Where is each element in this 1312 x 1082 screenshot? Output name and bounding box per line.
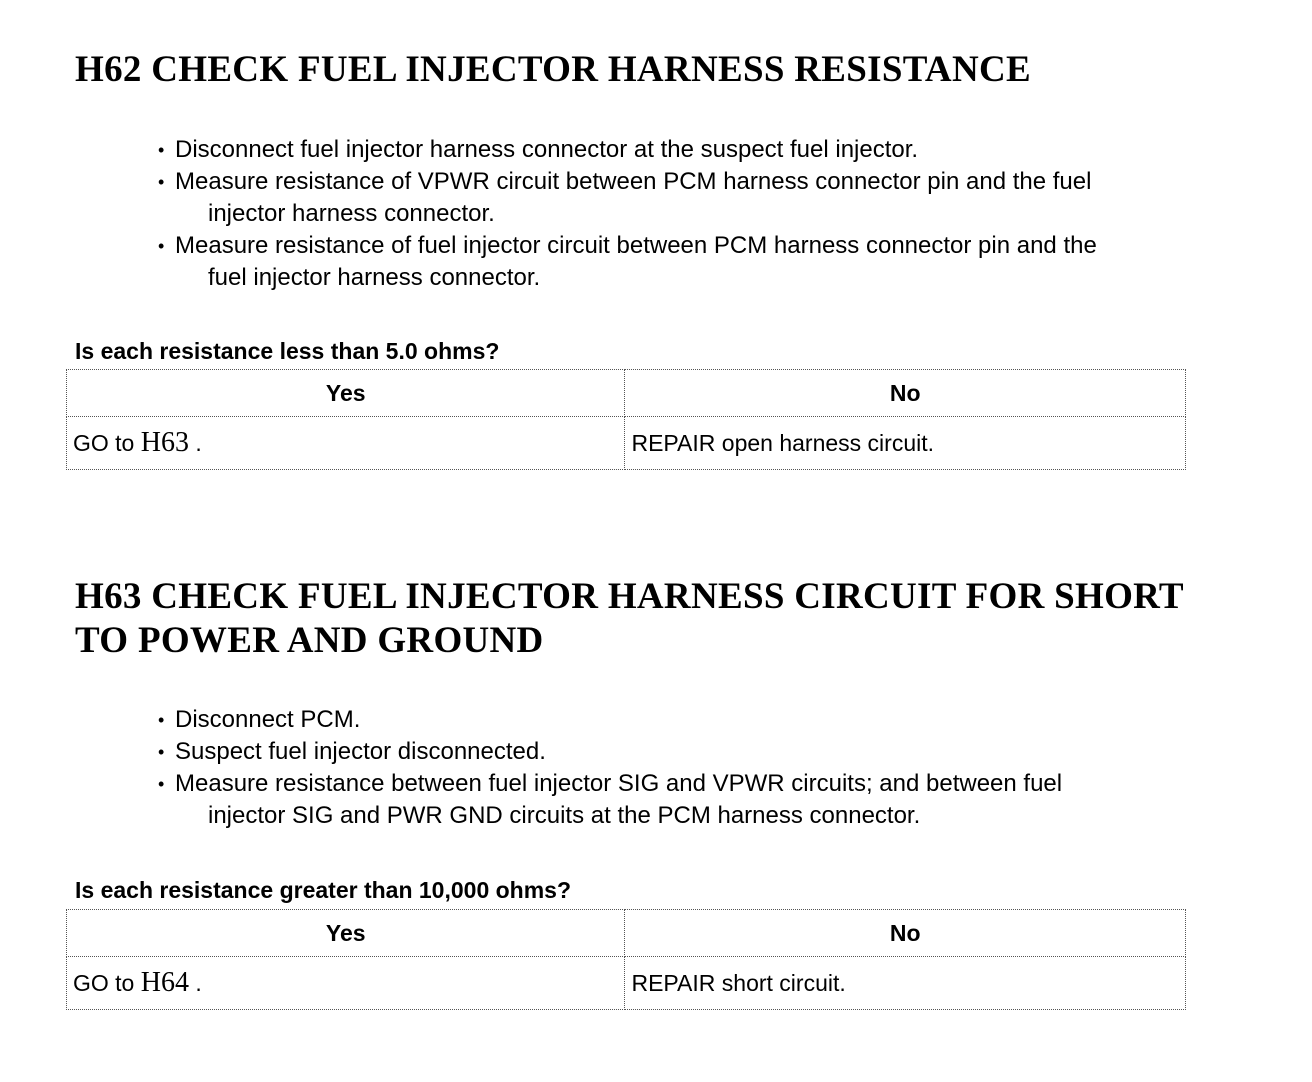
bullet-icon: • (158, 774, 165, 794)
no-header: No (625, 370, 1186, 417)
step-item (158, 134, 1258, 166)
yes-prefix: GO to (73, 430, 141, 456)
yes-cell (67, 957, 625, 1010)
section-heading: H62 CHECK FUEL INJECTOR HARNESS RESISTANCE (75, 49, 1031, 90)
step-item (158, 736, 1258, 768)
step-text-continued: fuel injector harness connector. (208, 264, 541, 291)
bullet-icon: • (158, 236, 165, 256)
goto-h64-link[interactable]: H64 (140, 967, 189, 998)
step-item (158, 704, 1258, 736)
section-heading (75, 575, 1255, 663)
no-cell: REPAIR short circuit. (625, 957, 1186, 1010)
question-text: Is each resistance greater than 10,000 ohms? (75, 877, 572, 903)
step-text: Measure resistance between fuel injector SIG and VPWR circuits; and between fuel (175, 770, 1063, 797)
step-text-continued: injector harness connector. (208, 200, 495, 227)
section-heading-line: H63 CHECK FUEL INJECTOR HARNESS CIRCUIT FOR SHORT (75, 576, 1184, 617)
yes-header: Yes (67, 910, 625, 957)
question-text: Is each resistance less than 5.0 ohms? (75, 338, 500, 364)
yes-suffix: . (188, 430, 202, 456)
step-text: Disconnect PCM. (175, 706, 361, 733)
yes-cell (67, 417, 625, 470)
step-text: Suspect fuel injector disconnected. (175, 738, 546, 765)
step-text: Disconnect fuel injector harness connector at the suspect fuel injector. (175, 136, 919, 163)
step-text: Measure resistance of fuel injector circuit between PCM harness connector pin and the (175, 232, 1097, 259)
section-heading-line: TO POWER AND GROUND (75, 620, 544, 661)
step-item (158, 230, 1258, 294)
bullet-icon: • (158, 742, 165, 762)
step-text: Measure resistance of VPWR circuit between PCM harness connector pin and the fuel (175, 168, 1092, 195)
no-header: No (625, 910, 1186, 957)
table-header-row (67, 370, 1186, 417)
yes-prefix: GO to (73, 970, 141, 996)
bullet-icon: • (158, 172, 165, 192)
bullet-icon: • (158, 140, 165, 160)
step-item (158, 166, 1258, 230)
bullet-icon: • (158, 710, 165, 730)
yes-header: Yes (67, 370, 625, 417)
table-row (67, 957, 1186, 1010)
step-item (158, 768, 1258, 832)
yes-no-table (66, 909, 1186, 1010)
no-cell: REPAIR open harness circuit. (625, 417, 1186, 470)
table-row (67, 417, 1186, 470)
step-list (158, 134, 1258, 294)
yes-suffix: . (188, 970, 202, 996)
step-text-continued: injector SIG and PWR GND circuits at the PCM harness connector. (208, 802, 921, 829)
yes-no-table (66, 369, 1186, 470)
goto-h63-link[interactable]: H63 (140, 427, 189, 458)
table-header-row (67, 910, 1186, 957)
step-list (158, 704, 1258, 832)
